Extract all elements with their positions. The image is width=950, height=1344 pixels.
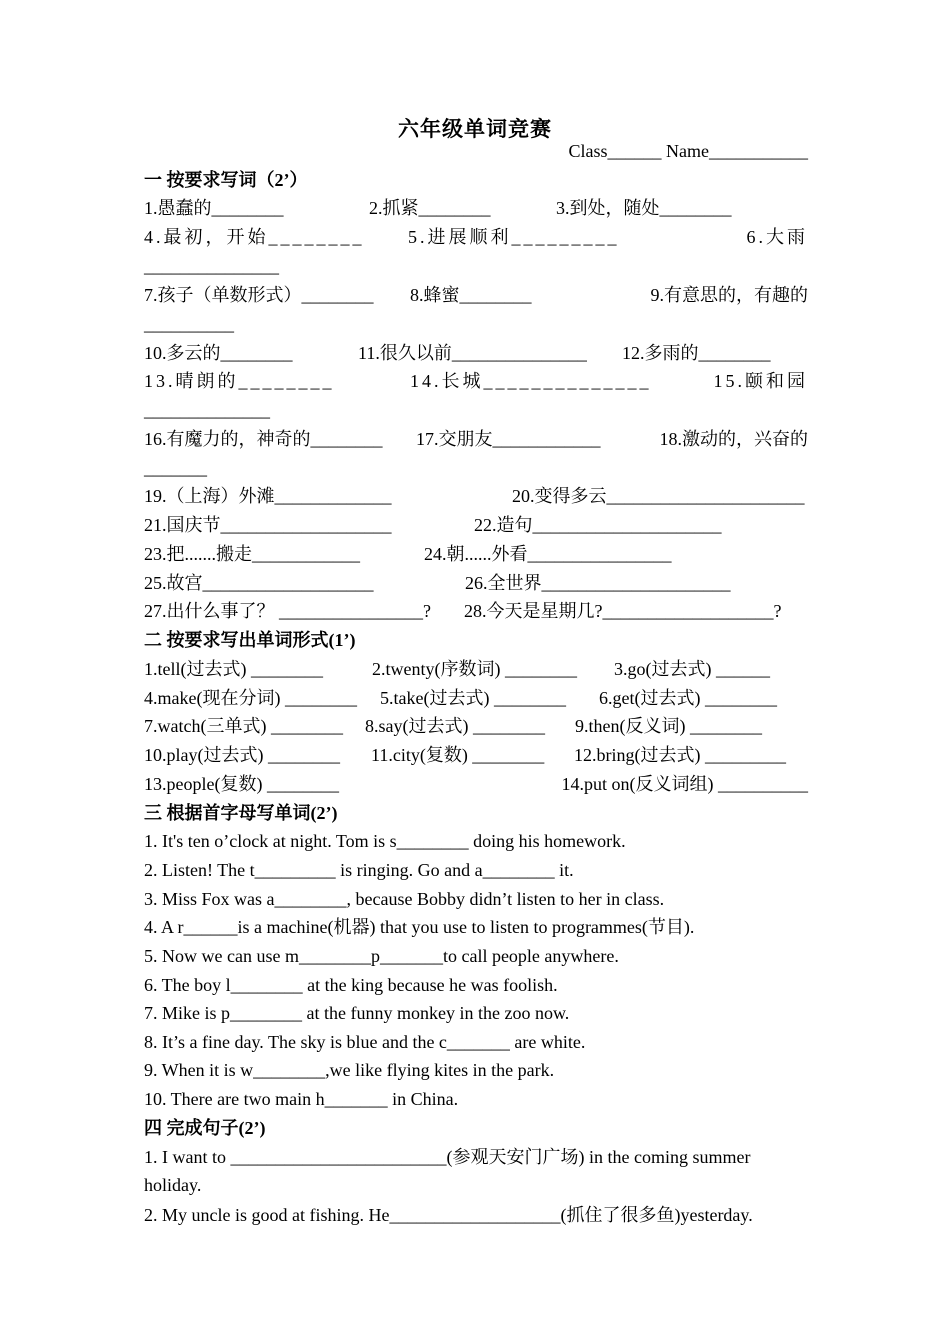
s2-item-2: 2.twenty(序数词) ________ — [372, 659, 577, 679]
s4-item-2: 2. My uncle is good at fishing. He___________________(抓住了很多鱼)yesterday. — [144, 1205, 753, 1225]
page-title: 六年级单词竞赛 — [398, 117, 552, 141]
s1-item-4: 4.最初，开始________ — [144, 227, 365, 247]
s1-item-20: 20.变得多云______________________ — [512, 486, 805, 506]
s4-item-1: 1. I want to ________________________(参观天安门广场) in the coming summer — [144, 1147, 751, 1167]
s2-item-10: 10.play(过去式) ________ — [144, 745, 340, 765]
s4-item-1-cont: holiday. — [144, 1175, 202, 1195]
s2-item-9: 9.then(反义词) ________ — [575, 716, 762, 736]
s1-item-9: 9.有意思的，有趣的 — [650, 285, 808, 305]
s1-item-2: 2.抓紧________ — [369, 198, 491, 218]
s1-item-13: 13.晴朗的________ — [144, 371, 335, 391]
s2-item-6: 6.get(过去式) ________ — [599, 688, 777, 708]
s2-item-14: 14.put on(反义词组) __________ — [561, 774, 808, 794]
s1-item-19: 19.（上海）外滩_____________ — [144, 486, 392, 506]
s1-row-6b — [144, 454, 808, 483]
s1-item-10: 10.多云的________ — [144, 343, 293, 363]
s1-row-6 — [144, 425, 808, 454]
s1-row-1 — [144, 194, 808, 223]
s1-item-7: 7.孩子（单数形式）________ — [144, 285, 374, 305]
s1-item-11: 11.很久以前_______________ — [358, 343, 587, 363]
s2-item-12: 12.bring(过去式) _________ — [574, 745, 786, 765]
s2-row-4 — [144, 741, 808, 770]
section4-heading: 四 完成句子(2’) — [144, 1118, 266, 1138]
s1-row-8 — [144, 511, 808, 540]
s1-item-17: 17.交朋友____________ — [416, 429, 601, 449]
header-row — [144, 137, 808, 166]
s3-item-1: 1. It's ten o’clock at night. Tom is s________ doing his homework. — [144, 831, 626, 851]
s2-row-2 — [144, 684, 808, 713]
s2-item-8: 8.say(过去式) ________ — [365, 716, 545, 736]
s1-item-18: 18.激动的，兴奋的 — [659, 429, 808, 449]
s1-row-11 — [144, 597, 808, 626]
s1-item-18-blank: _______ — [144, 458, 207, 478]
s3-item-4: 4. A r______is a machine(机器) that you use to listen to programmes(节目). — [144, 917, 695, 937]
s1-row-2b — [144, 252, 808, 281]
s3-item-2: 2. Listen! The t_________ is ringing. Go and a________ it. — [144, 860, 574, 880]
s1-item-22: 22.造句_____________________ — [474, 515, 722, 535]
s2-item-13: 13.people(复数) ________ — [144, 774, 339, 794]
s2-item-11: 11.city(复数) ________ — [371, 745, 545, 765]
s1-item-27: 27.出什么事了？ ________________? — [144, 601, 431, 621]
s2-item-5: 5.take(过去式) ________ — [380, 688, 566, 708]
s1-row-10 — [144, 569, 808, 598]
s1-item-3: 3.到处，随处________ — [556, 198, 732, 218]
s1-item-21: 21.国庆节___________________ — [144, 515, 392, 535]
s2-row-1 — [144, 655, 808, 684]
s2-row-3 — [144, 712, 808, 741]
s1-item-15-blank: ______________ — [144, 400, 270, 420]
s1-item-26: 26.全世界_____________________ — [465, 573, 731, 593]
s1-item-9-blank: __________ — [144, 314, 234, 334]
s1-row-9 — [144, 540, 808, 569]
section3-heading: 三 根据首字母写单词(2’) — [144, 803, 338, 823]
s3-item-3: 3. Miss Fox was a________, because Bobby didn’t listen to her in class. — [144, 889, 665, 909]
s2-item-4: 4.make(现在分词) ________ — [144, 688, 357, 708]
section2-heading: 二 按要求写出单词形式(1’) — [144, 630, 356, 650]
s1-row-3 — [144, 281, 808, 310]
s1-item-25: 25.故宫___________________ — [144, 573, 374, 593]
s3-item-5: 5. Now we can use m________p_______to call people anywhere. — [144, 946, 619, 966]
s1-item-15: 15.颐和园 — [713, 371, 808, 391]
s1-row-3b — [144, 310, 808, 339]
s2-item-3: 3.go(过去式) ______ — [614, 659, 770, 679]
class-name-line: Class______ Name___________ — [568, 141, 808, 161]
s1-item-6: 6.大雨 — [746, 227, 808, 247]
s1-row-7 — [144, 482, 808, 511]
s1-item-23: 23.把.......搬走____________ — [144, 544, 360, 564]
s1-item-1: 1.愚蠢的________ — [144, 198, 284, 218]
s2-item-7: 7.watch(三单式) ________ — [144, 716, 343, 736]
s1-item-8: 8.蜂蜜________ — [410, 285, 532, 305]
s1-item-16: 16.有魔力的，神奇的________ — [144, 429, 383, 449]
s3-item-9: 9. When it is w________,we like flying kites in the park. — [144, 1060, 555, 1080]
s3-item-8: 8. It’s a fine day. The sky is blue and the c_______ are white. — [144, 1032, 586, 1052]
s3-item-7: 7. Mike is p________ at the funny monkey in the zoo now. — [144, 1003, 570, 1023]
s1-item-6-blank: _______________ — [144, 256, 279, 276]
s1-item-24: 24.朝......外看________________ — [424, 544, 672, 564]
s3-item-6: 6. The boy l________ at the king because he was foolish. — [144, 975, 558, 995]
s1-item-12: 12.多雨的________ — [622, 343, 771, 363]
s3-item-10: 10. There are two main h_______ in China. — [144, 1089, 459, 1109]
s1-row-4 — [144, 339, 808, 368]
s2-row-5 — [144, 770, 808, 799]
s2-item-1: 1.tell(过去式) ________ — [144, 659, 323, 679]
s1-item-14: 14.长城______________ — [410, 371, 652, 391]
s1-item-5: 5.进展顺利_________ — [408, 227, 620, 247]
s1-row-5b — [144, 396, 808, 425]
s1-row-2 — [144, 223, 808, 252]
s1-row-5 — [144, 367, 808, 396]
s1-item-28: 28.今天是星期几?___________________? — [464, 601, 782, 621]
section1-heading: 一 按要求写词（2’） — [144, 170, 308, 190]
